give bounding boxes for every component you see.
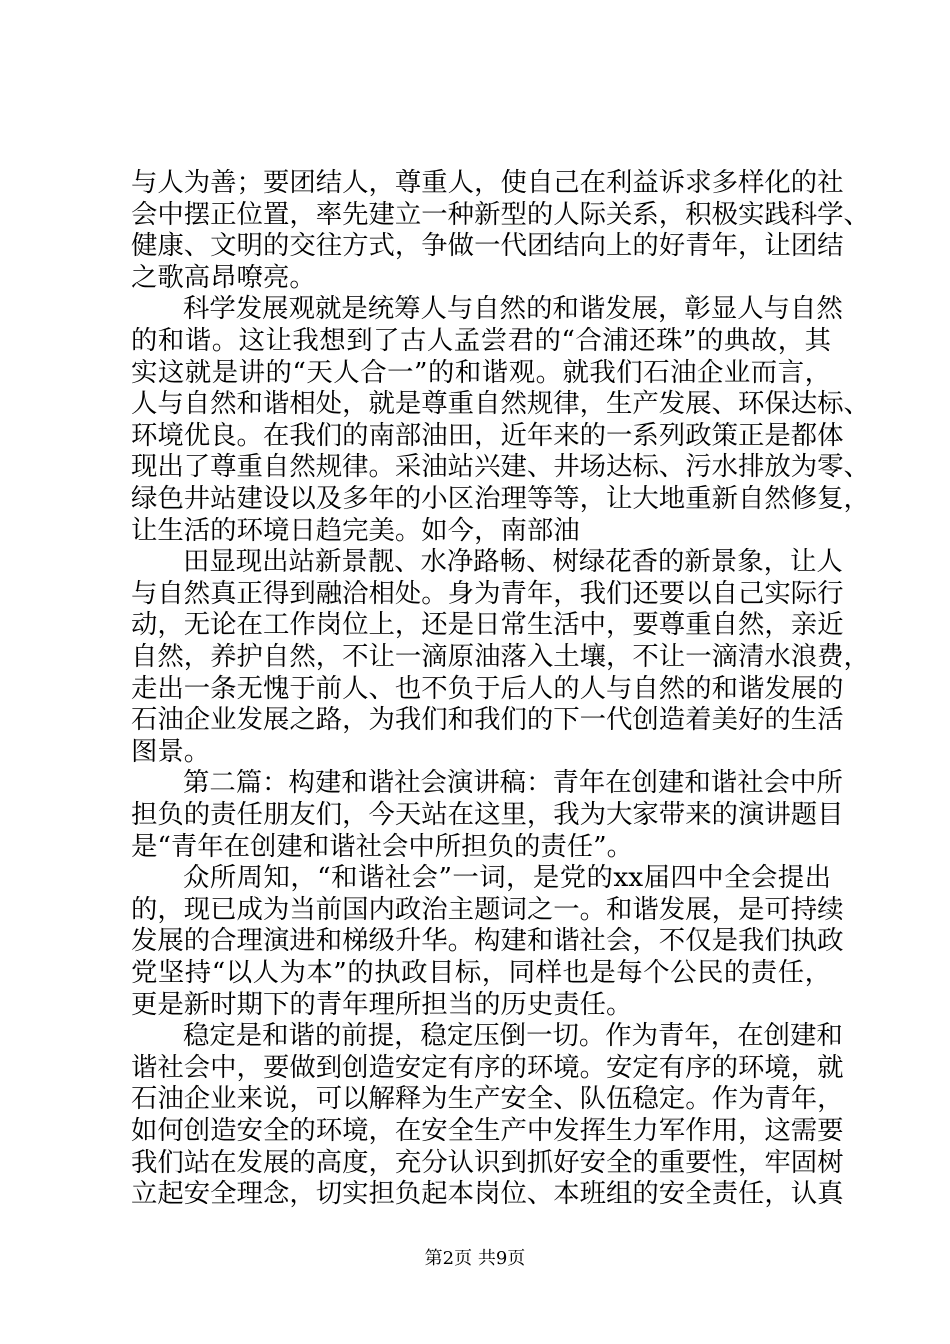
- body-text-line: 图景。: [131, 735, 211, 767]
- body-text-line: 科学发展观就是统筹人与自然的和谐发展，彰显人与自然: [183, 293, 843, 325]
- body-text-line: 我们站在发展的高度，充分认识到抓好安全的重要性，牢固树: [131, 1146, 844, 1178]
- body-text-line: 石油企业来说，可以解释为生产安全、队伍稳定。作为青年，: [131, 1083, 844, 1115]
- body-text-line: 让生活的环境日趋完美。如今，南部油: [131, 514, 580, 546]
- body-text-line: 党坚持“以人为本”的执政目标，同样也是每个公民的责任，: [131, 957, 831, 988]
- body-text-line: 田显现出站新景靓、水净路畅、树绿花香的新景象，让人: [183, 546, 843, 578]
- body-text-line: 之歌高昂嘹亮。: [131, 261, 316, 293]
- body-text-line: 石油企业发展之路，为我们和我们的下一代创造着美好的生活: [131, 704, 844, 736]
- body-text-line: 人与自然和谐相处，就是尊重自然规律，生产发展、环保达标、: [131, 388, 870, 420]
- body-text-line: 的，现已成为当前国内政治主题词之一。和谐发展，是可持续: [131, 893, 844, 925]
- body-text-line: 谐社会中，要做到创造安定有序的环境。安定有序的环境，就: [131, 1051, 844, 1083]
- page-footer: 第2页 共9页: [424, 1248, 526, 1269]
- body-text-line: 发展的合理演进和梯级升华。构建和谐社会，不仅是我们执政: [131, 925, 844, 957]
- body-text-line: 如何创造安全的环境，在安全生产中发挥生力军作用，这需要: [131, 1115, 844, 1146]
- body-text-line: 更是新时期下的青年理所担当的历史责任。: [131, 988, 633, 1020]
- body-text-line: 自然，养护自然，不让一滴原油落入土壤，不让一滴清水浪费，: [131, 641, 870, 672]
- body-text-line: 绿色井站建设以及多年的小区治理等等，让大地重新自然修复，: [131, 483, 870, 514]
- body-text-line: 与自然真正得到融洽相处。身为青年，我们还要以自己实际行: [131, 577, 844, 609]
- body-text-line: 健康、文明的交往方式，争做一代团结向上的好青年，让团结: [131, 230, 844, 262]
- section-heading-line: 第二篇：构建和谐社会演讲稿：青年在创建和谐社会中所: [183, 767, 843, 799]
- body-text-line: 众所周知，“和谐社会”一词，是党的xx届四中全会提出: [183, 862, 831, 894]
- body-text-line: 环境优良。在我们的南部油田，近年来的一系列政策正是都体: [131, 419, 844, 451]
- body-text-line: 动，无论在工作岗位上，还是日常生活中，要尊重自然，亲近: [131, 609, 844, 641]
- body-text-line: 是“青年在创建和谐社会中所担负的责任”。: [131, 830, 634, 862]
- body-text-line: 的和谐。这让我想到了古人孟尝君的“合浦还珠”的典故，其: [131, 325, 831, 356]
- body-text-line: 走出一条无愧于前人、也不负于后人的人与自然的和谐发展的: [131, 672, 844, 704]
- body-text-line: 稳定是和谐的前提，稳定压倒一切。作为青年，在创建和: [183, 1020, 843, 1052]
- body-text-line: 实这就是讲的“天人合一”的和谐观。就我们石油企业而言，: [131, 356, 831, 388]
- body-text-line: 立起安全理念，切实担负起本岗位、本班组的安全责任，认真: [131, 1178, 844, 1210]
- body-text-line: 与人为善；要团结人，尊重人，使自己在利益诉求多样化的社: [131, 167, 844, 198]
- body-text-line: 担负的责任朋友们，今天站在这里，我为大家带来的演讲题目: [131, 799, 844, 830]
- body-text-line: 会中摆正位置，率先建立一种新型的人际关系，积极实践科学、: [131, 198, 870, 230]
- body-text-line: 现出了尊重自然规律。采油站兴建、井场达标、污水排放为零、: [131, 451, 870, 483]
